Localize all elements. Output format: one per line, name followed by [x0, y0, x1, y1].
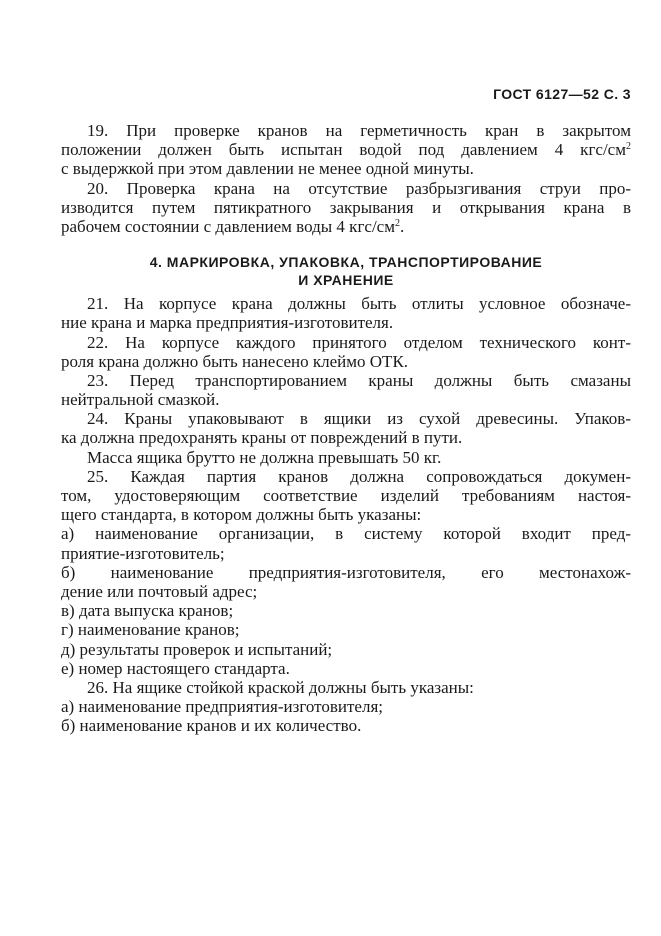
text-line: а) наименование предприятия-изготовителя; [61, 697, 383, 717]
text-line: 24. Краны упаковывают в ящики из сухой древесины. Упаков- [87, 409, 631, 429]
text-line: 23. Перед транспортированием краны должны быть смазаны [87, 370, 631, 390]
page-header: ГОСТ 6127—52 С. 3 [493, 86, 631, 102]
text-line: Масса ящика брутто не должна превышать 50 кг. [87, 447, 442, 467]
text-span: рабочем состоянии с давлением воды 4 кгс/см [61, 216, 395, 236]
text-line [61, 217, 631, 236]
text-line: в) дата выпуска кранов; [61, 601, 234, 621]
text-span: . [399, 216, 405, 236]
spacer [61, 236, 631, 253]
text-line: 20. Проверка крана на отсутствие разбрызгивания струи про- [87, 178, 631, 198]
text-line: б) наименование кранов и их количество. [61, 716, 362, 736]
text-line: изводится путем пятикратного закрывания и открывания крана в [61, 197, 631, 217]
text-line: г) наименование кранов; [61, 620, 240, 640]
text-line: а) наименование организации, в систему которой входит пред- [61, 524, 631, 544]
text-line: ние крана и марка предприятия-изготовителя. [61, 313, 394, 333]
section-title: И ХРАНЕНИЕ [298, 272, 394, 289]
text-line: ка должна предохранять краны от повреждений в пути. [61, 428, 463, 448]
text-line: б) наименование предприятия-изготовителя, его местонахож- [61, 562, 631, 582]
text-line [61, 140, 631, 159]
section-title: 4. МАРКИРОВКА, УПАКОВКА, ТРАНСПОРТИРОВАНИЕ [149, 254, 543, 271]
text-line: е) номер настоящего стандарта. [61, 658, 290, 678]
text-line: нейтральной смазкой. [61, 390, 220, 410]
text-line: с выдержкой при этом давлении не менее одной минуты. [61, 159, 474, 179]
text-line: 19. При проверке кранов на герметичность кран в закрытом [87, 121, 631, 140]
text-line: 21. На корпусе крана должны быть отлиты условное обозначе- [87, 294, 631, 314]
text-line: щего стандарта, в котором должны быть указаны: [61, 505, 422, 525]
text-line: том, удостоверяющим соответствие изделий требованиям настоя- [61, 486, 631, 505]
superscript: 2 [626, 141, 631, 153]
text-line: приятие-изготовитель; [61, 543, 225, 563]
text-line: роля крана должно быть нанесено клеймо ОТК. [61, 351, 409, 371]
superscript: 2 [394, 217, 400, 229]
text-line: 25. Каждая партия кранов должна сопровождаться докумен- [87, 466, 631, 486]
text-span: положении должен быть испытан водой под давлением 4 кгс/см [61, 140, 626, 160]
text-line: 26. На ящике стойкой краской должны быть указаны: [87, 677, 474, 697]
document-body [61, 121, 631, 735]
text-line: д) результаты проверок и испытаний; [61, 639, 333, 659]
text-line: дение или почтовый адрес; [61, 581, 258, 601]
text-line: 22. На корпусе каждого принятого отделом технического конт- [87, 332, 631, 352]
